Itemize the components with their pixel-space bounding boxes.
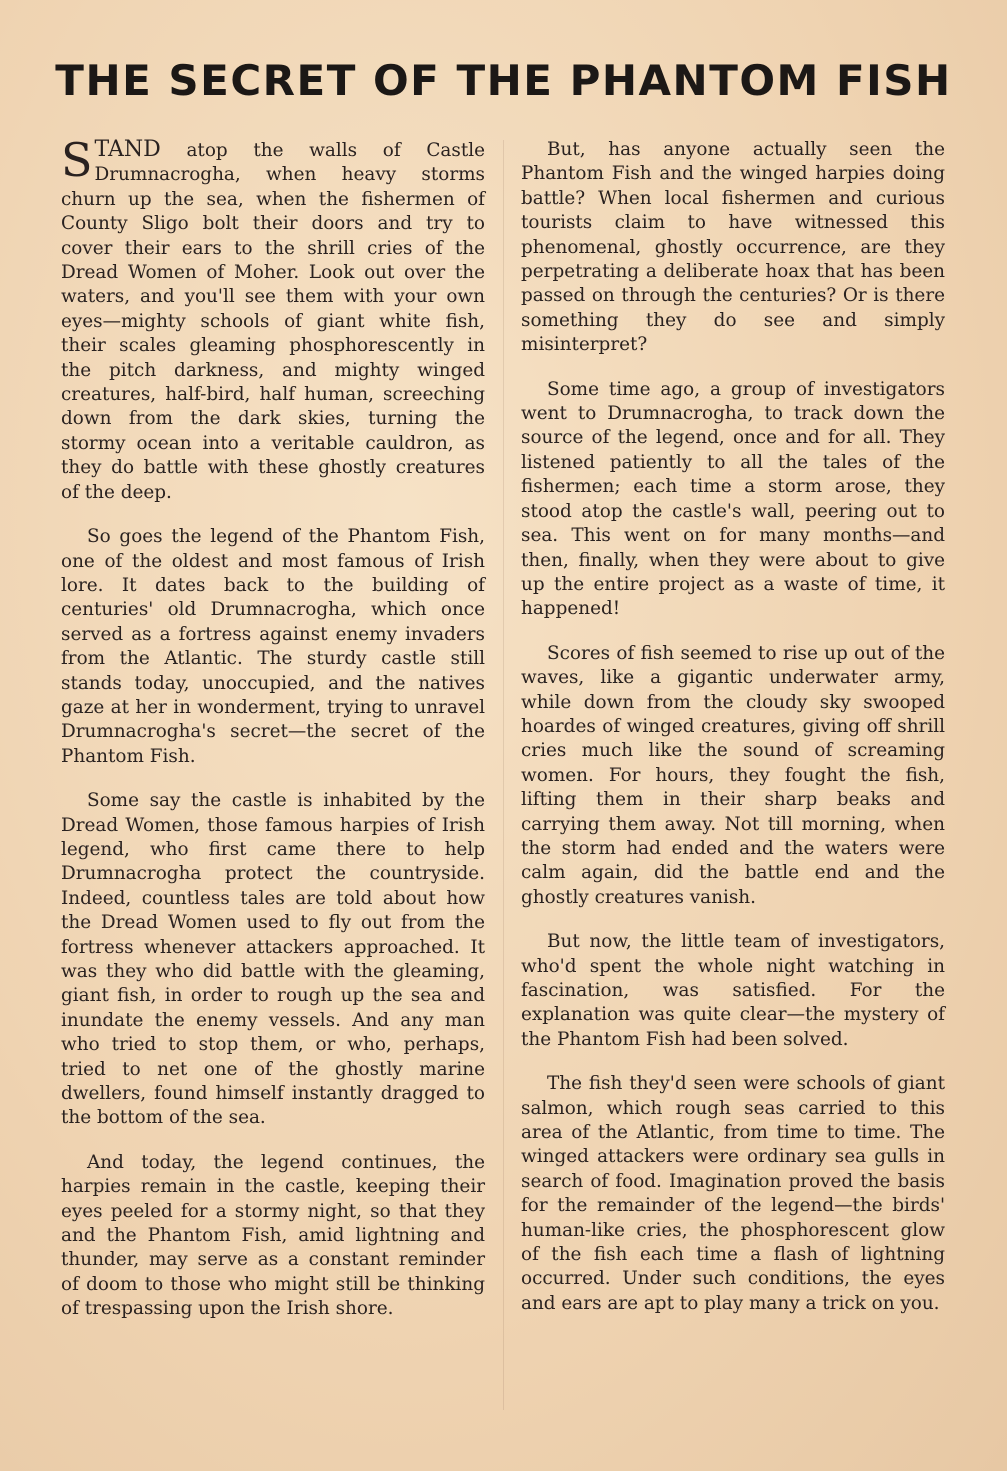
lead-in: TAND bbox=[94, 137, 161, 162]
column-gutter bbox=[503, 140, 504, 1410]
page-title: THE SECRET OF THE PHANTOM FISH bbox=[55, 56, 952, 105]
paragraph: The fish they'd seen were schools of giant salmon, which rough seas carried to this area of the Atlantic, from time to time. The winged attackers were ordinary sea gulls in search of food. Imagination proved the basis for the remainder of the legend—the birds' human-like cries, the phosphorescent glow of the fish each time a flash of lightning occurred. Under such conditions, the eyes and ears are apt to play many a trick on you. bbox=[521, 1073, 945, 1314]
paragraph: Scores of fish seemed to rise up out of the waves, like a gigantic underwater army, while down from the cloudy sky swooped hoardes of winged creatures, giving off shrill cries much like the sound of screaming women. For hours, they fought the fish, lifting them in their sharp beaks and carrying them away. Not till morning, when the storm had ended and the waters were calm again, did the battle end and the ghostly creatures vanish. bbox=[521, 642, 945, 908]
paragraph: But, has anyone actually seen the Phantom Fish and the winged harpies doing battle? When local fishermen and curious tourists claim to have witnessed this phenomenal, ghostly occurrence, are they perpetrating a deliberate hoax that has been passed on through the centuries? Or is there something they do see and simply misinterpret? bbox=[521, 139, 945, 356]
paragraph-text: atop the walls of Castle Drumnacrogha, when heavy storms churn up the sea, when the fishermen of County Sligo bolt their doors and try to cover their ears to the shrill cries of the Dread Women of Moher. Look out over the waters, and you'll see them with your own eyes—mighty schools of giant white fish, their scales gleaming phosphorescently in the pitch darkness, and mighty winged creatures, half-bird, half human, screeching down from the dark skies, turning the stormy ocean into a veritable cauldron, as they do battle with these ghostly creatures of the deep. bbox=[61, 140, 485, 503]
paragraph: And today, the legend continues, the harpies remain in the castle, keeping their eyes peeled for a stormy night, so that they and the Phantom Fish, amid lightning and thunder, may serve as a constant reminder of doom to those who might still be thinking of trespassing upon the Irish shore. bbox=[61, 1151, 485, 1320]
paragraph: Some say the castle is inhabited by the Dread Women, those famous harpies of Irish legend, who first came there to help Drumnacrogha protect the countryside. Indeed, countless tales are told about how the Dread Women used to fly out from the fortress whenever attackers approached. It was they who did battle with the gleaming, giant fish, in order to rough up the sea and inundate the enemy vessels. And any man who tried to stop them, or who, perhaps, tried to net one of the ghostly marine dwellers, found himself instantly dragged to the bottom of the sea. bbox=[61, 790, 485, 1129]
right-column bbox=[521, 138, 945, 1336]
left-column bbox=[61, 133, 485, 1342]
drop-cap: S bbox=[61, 133, 93, 187]
paragraph: So goes the legend of the Phantom Fish, one of the oldest and most famous of Irish lore. It dates back to the building of centuries' old Drumnacrogha, which once served as a fortress against enemy invaders from the Atlantic. The sturdy castle still stands today, unoccupied, and the natives gaze at her in wonderment, trying to unravel Drumnacrogha's secret—the secret of the Phantom Fish. bbox=[61, 526, 485, 767]
paragraph: But now, the little team of investigators, who'd spent the whole night watching in fascination, was satisfied. For the explanation was quite clear—the mystery of the Phantom Fish had been solved. bbox=[521, 931, 945, 1050]
paragraph bbox=[61, 133, 485, 505]
paragraph: Some time ago, a group of investigators went to Drumnacrogha, to track down the source of the legend, once and for all. They listened patiently to all the tales of the fishermen; each time a storm arose, they stood atop the castle's wall, peering out to sea. This went on for many months—and then, finally, when they were about to give up the entire project as a waste of time, it happened! bbox=[521, 378, 945, 620]
